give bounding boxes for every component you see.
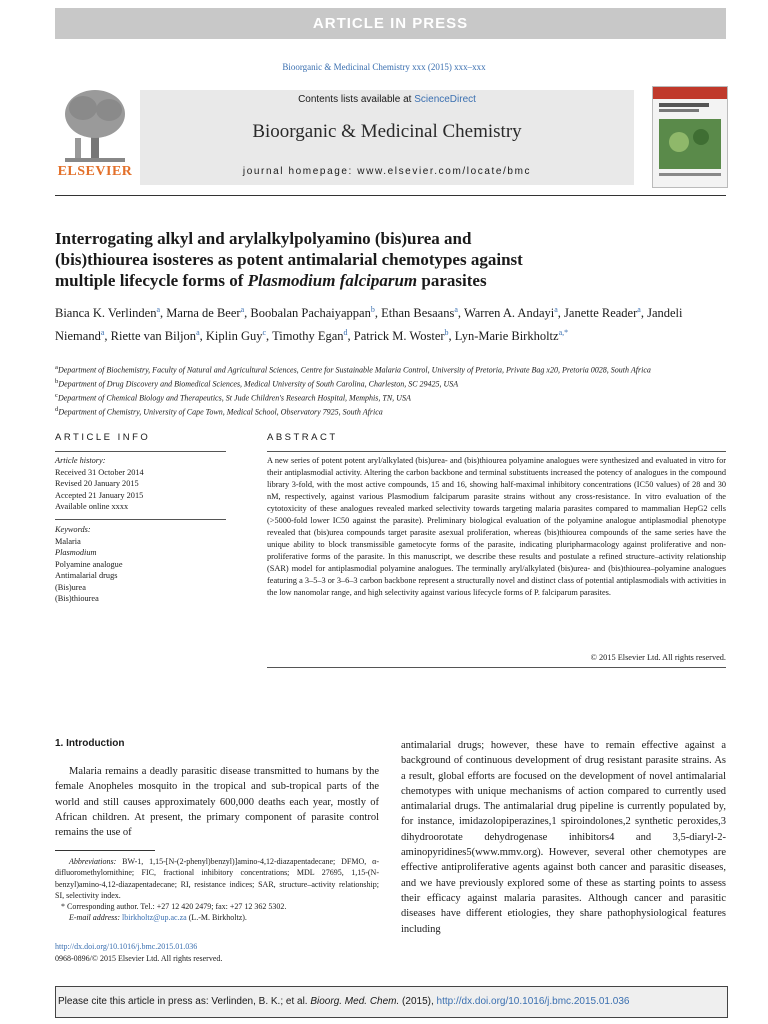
abstract-bottom-rule	[267, 667, 726, 668]
affiliation: $^a$Department of Biochemistry, Faculty of Natural and Agricultural Sciences, Centre for Sustainable Malaria Control, University of Pretoria, Private Bag x20, Pretoria 0028, South Africa	[55, 364, 651, 375]
info-rule	[55, 451, 226, 452]
author-affiliation-sup[interactable]: a	[156, 305, 161, 314]
author-affiliation-sup[interactable]: c	[262, 328, 267, 338]
sciencedirect-link[interactable]: ScienceDirect	[414, 94, 476, 105]
doi-link[interactable]: http://dx.doi.org/10.1016/j.bmc.2015.01.036	[55, 942, 198, 951]
author-name[interactable]: Patrick M. Woster	[353, 329, 445, 344]
doi-block	[55, 941, 222, 964]
affiliation-list	[55, 362, 727, 418]
cite-doi-link[interactable]: http://dx.doi.org/10.1016/j.bmc.2015.01.036	[436, 996, 630, 1007]
introduction-column-1: Malaria remains a deadly parasitic disease transmitted to humans by the female Anopheles mosquito in the tropical and sub-tropical parts of the world and still causes approximately 600,000 deaths each year, mostly of African children. At present, the primary component of parasite control remains the use of	[55, 766, 379, 839]
author-name[interactable]: Jandeli Niemand	[55, 306, 683, 344]
journal-citation-link[interactable]: Bioorganic & Medicinal Chemistry xxx (2015) xxx–xxx	[282, 62, 486, 72]
keywords: Keywords: Malaria Plasmodium Polyamine analogue Antimalarial drugs (Bis)urea (Bis)thiourea	[55, 525, 123, 603]
introduction-column-2: antimalarial drugs; however, these have to remain effective against a background of continuous development of drug resistant parasite strains. As a result, global efforts are focused on the development of novel antimalarial chemotypes with unique mechanisms of action compared to currently used antimalarial drugs. The antimalarial drug pipeline is currently populated by, for instance, imidazolopiperazines,1 spiroindolones,2 synthetic peroxides,3 dihydroorotate dehydrogenase inhibitors4 and 3,5-diaryl-2-aminopyridines5(www.mmv.org). However, several other chemotypes are effective antiproliferative agents against both cancer and parasitic diseases, and we have previously explored some of these as starting points to assess their efficacy against malaria parasites. Although cancer and parasitic diseases have different etiologies, they share pathophysiological features including	[401, 740, 726, 935]
footnote-rule	[55, 850, 155, 851]
abstract-copyright: © 2015 Elsevier Ltd. All rights reserved.	[590, 653, 726, 662]
journal-cover-thumbnail	[652, 86, 728, 188]
header-rule	[55, 195, 726, 196]
abstract-heading: ABSTRACT	[267, 432, 338, 443]
abstract-rule	[267, 451, 726, 452]
issn-line: 0968-0896/© 2015 Elsevier Ltd. All rights reserved.	[55, 953, 223, 963]
author-affiliation-sup[interactable]: a	[100, 328, 105, 338]
author-name[interactable]: Riette van Biljon	[110, 329, 197, 344]
author-affiliation-sup[interactable]: a	[637, 305, 641, 314]
author-name[interactable]: Marna de Beer	[166, 306, 241, 321]
cite-this-article-box: Please cite this article in press as: Verlinden, B. K.; et al. Bioorg. Med. Chem. (2015), http://dx.doi.org/10.1016/j.bmc.2015.01.036	[55, 986, 728, 1018]
introduction-heading: 1. Introduction	[55, 738, 125, 749]
footnotes: Abbreviations: BW-1, 1,15-[N-(2-phenyl)benzyl)]amino-4,12-diazapentadecane; DFMO, α-difluoromethylornithine; FIC, fractional inhibitory concentrations; MDL 27695, 1,15-(N-benzyl)amino-4,12-diazapentadecane; RI, resistance indices; SAR, structure–activity relationship; SI, selectivity index. * Corresponding author. Tel.: +27 12 420 2479; fax: +27 12 362 5302. E-mail address: lbirkholtz@up.ac.za (L.-M. Birkholtz).	[55, 857, 380, 923]
author-name[interactable]: Lyn-Marie Birkholtz	[454, 329, 559, 344]
author-affiliation-sup[interactable]: a	[454, 305, 458, 314]
contents-line	[140, 94, 634, 105]
author-list: Bianca K. Verlinden$^a$, Marna de Beer$^a$, Boobalan Pachaiyappan$^b$, Ethan Besaans$^a$, Warren A. Andayi$^a$, Janette Reader$^a$, Jandeli Niemand$^a$, Riette van Biljon$^a$, Kiplin Guy$^c$, Timothy Egan$^d$, Patrick M. Woster$^b$, Lyn-Marie Birkholtz$^{a,*}$	[55, 305, 683, 344]
abstract-text: A new series of potent potent aryl/alkylated (bis)urea- and (bis)thiourea polyamine analogues were synthesized and evaluated in vitro for their antiplasmodial activity. Altering the carbon backbone and terminal substituents increased the potency of analogues in the compound library 3-fold, with the most active compounds, 15 and 16, showing half-maximal inhibitory concentrations (IC50 values) of 28 and 30 nM, respectively, against various Plasmodium falciparum parasite strains without any cross-resistance. In vitro evaluation of the cytotoxicity of these analogues revealed marked selectivity towards targeting malaria parasites compared to mammalian HepG2 cells (>5000-fold lower IC50 against the parasite). Preliminary biological evaluation of the polyamine analogue antiplasmodial phenotype revealed that (bis)urea compounds target parasite asexual proliferation, whereas (bis)thiourea compounds of the same series have the unique ability to block transmissible gametocyte forms of the parasite, indicating pluripharmacology against proliferative and non-proliferative forms of the parasite. In this manuscript, we describe these results and postulate a refined structure–activity relationship (SAR) model for antiplasmodial polyamine analogues. The terminally aryl/alkylated (bis)urea- and (bis)thiourea–polyamine analogues featuring a 3–5–3 or 3–6–3 carbon backbone represent a structurally novel and distinct class of potential antiplasmodials with activities in the low nanomolar range, and high selectivity against various lifecycle forms of P. falciparum parasites.	[267, 456, 726, 597]
journal-homepage[interactable]: journal homepage: www.elsevier.com/locate/bmc	[242, 166, 532, 177]
email-link[interactable]: lbirkholtz@up.ac.za	[122, 913, 187, 923]
author-affiliation-sup[interactable]: d	[343, 328, 348, 338]
author-name[interactable]: Warren A. Andayi	[463, 306, 555, 321]
elsevier-tree-icon	[55, 86, 135, 164]
affiliation: $^b$Department of Drug Discovery and Biomedical Sciences, Medical University of South Carolina, Charleston, SC 29425, USA	[55, 377, 459, 389]
author-name[interactable]: Timothy Egan	[272, 329, 344, 344]
author-name[interactable]: Kiplin Guy	[205, 329, 263, 344]
affiliation: $^c$Department of Chemical Biology and Therapeutics, St Jude Children's Research Hospital, Memphis, TN, USA	[55, 391, 411, 403]
author-name[interactable]: Bianca K. Verlinden	[55, 306, 157, 321]
affiliation: $^d$Department of Chemistry, University of Cape Town, Medical School, Observatory 7925, South Africa	[55, 405, 383, 417]
author-affiliation-sup[interactable]: b	[444, 328, 449, 338]
info-rule	[55, 519, 226, 520]
corresponding-author: * Corresponding author. Tel.: +27 12 420 2479; fax: +27 12 362 5302.	[61, 902, 287, 912]
article-title: Interrogating alkyl and arylalkylpolyamino (bis)urea and (bis)thiourea isosteres as potent antimalarial chemotypes against multiple lifecycle forms of Plasmodium falciparum parasites	[55, 229, 523, 290]
author-affiliation-sup[interactable]: b	[370, 305, 375, 314]
author-name[interactable]: Janette Reader	[564, 306, 638, 321]
author-affiliation-sup[interactable]: a,*	[558, 328, 569, 338]
elsevier-wordmark: ELSEVIER	[57, 164, 133, 179]
contents-prefix: Contents lists available at	[298, 94, 415, 105]
author-name[interactable]: Ethan Besaans	[381, 306, 455, 321]
author-affiliation-sup[interactable]: a	[196, 328, 200, 338]
article-history: Article history: Received 31 October 2014 Revised 20 January 2015 Accepted 21 January 2015 Available online xxxx	[55, 456, 144, 511]
article-in-press-banner: ARTICLE IN PRESS	[55, 8, 726, 39]
author-affiliation-sup[interactable]: a	[240, 305, 245, 314]
article-info-heading: ARTICLE INFO	[55, 432, 151, 443]
author-affiliation-sup[interactable]: a	[554, 305, 558, 314]
journal-title: Bioorganic & Medicinal Chemistry	[252, 121, 522, 142]
author-name[interactable]: Boobalan Pachaiyappan	[250, 306, 371, 321]
